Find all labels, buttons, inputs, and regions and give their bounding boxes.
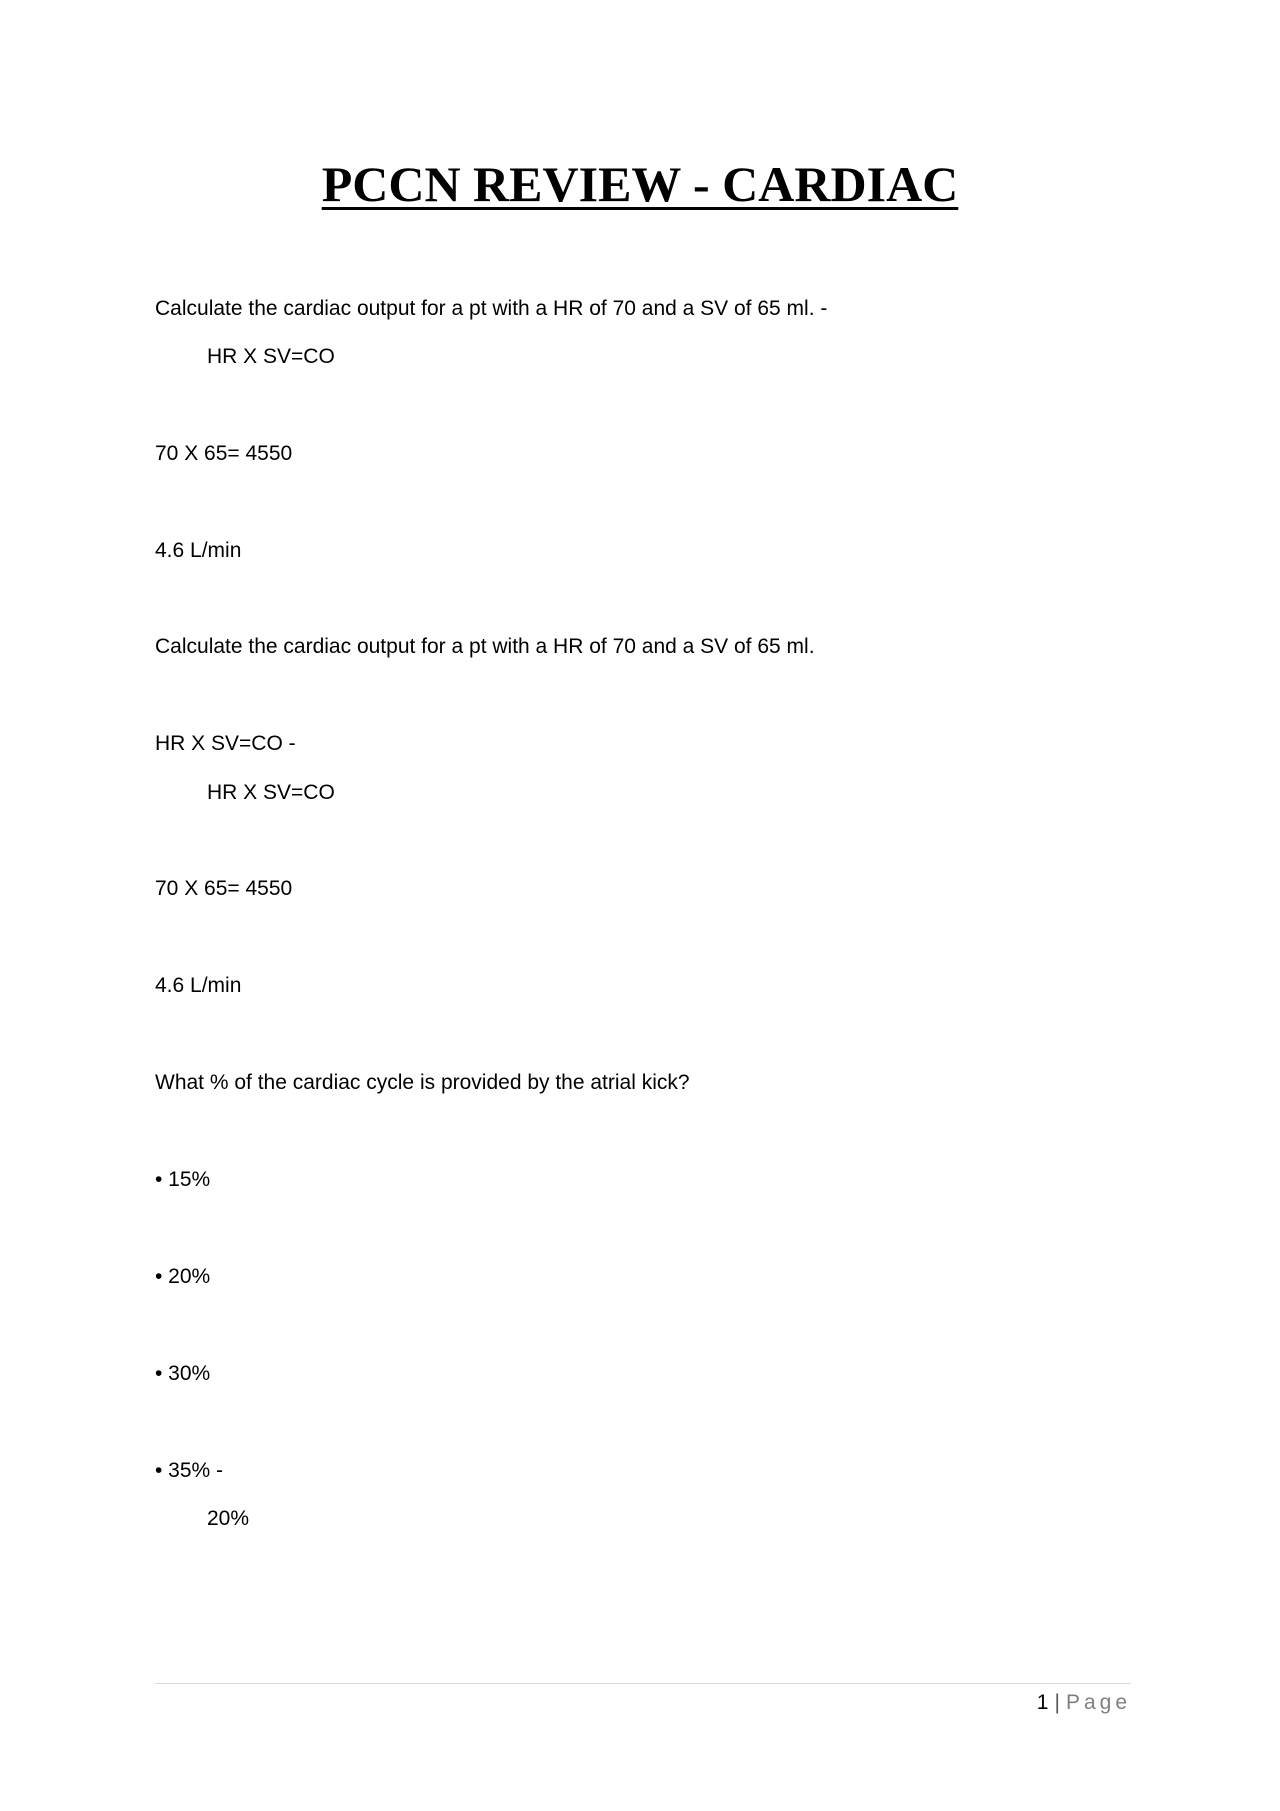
- answer-2-calculation: 70 X 65= 4550: [155, 877, 293, 900]
- answer-2-result: 4.6 L/min: [155, 974, 242, 997]
- option-30-percent: • 30%: [155, 1362, 211, 1385]
- option-20-percent: • 20%: [155, 1265, 211, 1288]
- page-label: Page: [1065, 1691, 1131, 1714]
- question-2-formula: HR X SV=CO -: [155, 732, 296, 755]
- footer-divider: [155, 1683, 1131, 1684]
- page-footer: [1037, 1688, 1131, 1718]
- question-1-text: Calculate the cardiac output for a pt with a HR of 70 and a SV of 65 ml. -: [155, 297, 828, 320]
- question-3-text: What % of the cardiac cycle is provided by the atrial kick?: [155, 1071, 690, 1094]
- page-number: 1: [1036, 1691, 1049, 1714]
- page-separator: |: [1054, 1691, 1060, 1714]
- answer-2-formula: HR X SV=CO: [207, 781, 335, 804]
- answer-1-calculation: 70 X 65= 4550: [155, 442, 293, 465]
- answer-3-result: 20%: [207, 1507, 250, 1530]
- option-35-percent: • 35% -: [155, 1459, 224, 1482]
- document-title: PCCN REVIEW - CARDIAC: [321, 156, 959, 212]
- question-2-text: Calculate the cardiac output for a pt with a HR of 70 and a SV of 65 ml.: [155, 635, 815, 658]
- answer-1-formula: HR X SV=CO: [207, 345, 335, 368]
- option-15-percent: • 15%: [155, 1168, 211, 1191]
- answer-1-result: 4.6 L/min: [155, 539, 242, 562]
